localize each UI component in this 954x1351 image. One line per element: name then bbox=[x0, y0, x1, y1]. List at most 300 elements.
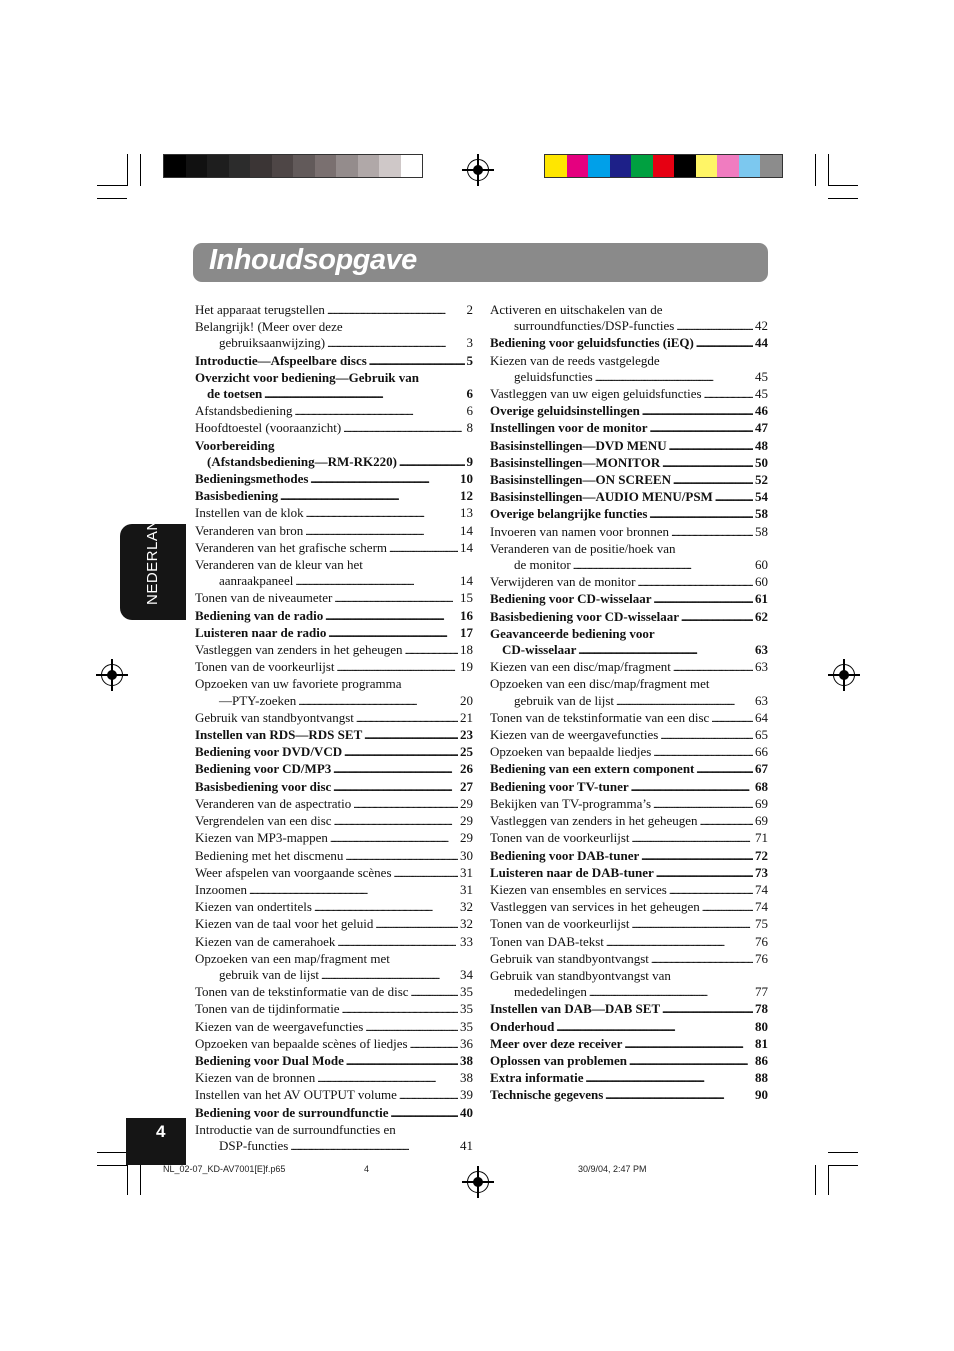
toc-entry-page: 19 bbox=[460, 659, 473, 675]
toc-entry-page: 46 bbox=[755, 403, 768, 419]
toc-entry[interactable] bbox=[195, 608, 473, 625]
toc-entry-page: 47 bbox=[755, 420, 768, 436]
dot-leader bbox=[641, 849, 753, 865]
dot-leader bbox=[656, 866, 753, 882]
toc-entry-page: 62 bbox=[755, 608, 768, 624]
toc-entry-page: 40 bbox=[460, 1104, 473, 1120]
color-swatch bbox=[588, 155, 610, 177]
color-swatch bbox=[229, 155, 251, 177]
toc-entry[interactable] bbox=[195, 710, 473, 727]
toc-entry-title: Bedieningsmethodes bbox=[195, 471, 309, 487]
toc-entry-title: CD-wisselaar bbox=[502, 642, 577, 658]
dot-leader bbox=[696, 336, 753, 352]
toc-entry-title: surroundfuncties/DSP-functies bbox=[514, 318, 675, 334]
toc-entry-page: 66 bbox=[755, 744, 768, 760]
toc-entry[interactable] bbox=[490, 1036, 768, 1053]
footer-date: 30/9/04, 2:47 PM bbox=[578, 1164, 647, 1174]
toc-entry[interactable] bbox=[195, 865, 473, 882]
toc-entry[interactable] bbox=[195, 420, 473, 437]
toc-entry-title: Instellen van de klok bbox=[195, 505, 304, 521]
toc-entry[interactable] bbox=[490, 659, 768, 676]
dot-leader bbox=[343, 421, 464, 437]
toc-entry[interactable] bbox=[490, 353, 768, 386]
toc-entry[interactable] bbox=[490, 506, 768, 523]
toc-entry-title: Veranderen van het grafische scherm bbox=[195, 539, 388, 555]
toc-entry-title-line: Geavanceerde bediening voor bbox=[490, 625, 655, 641]
toc-entry[interactable] bbox=[490, 934, 768, 951]
dot-leader bbox=[280, 489, 458, 505]
dot-leader bbox=[353, 797, 458, 813]
dot-leader bbox=[624, 1037, 753, 1053]
registration-mark-icon bbox=[833, 664, 855, 686]
color-swatch bbox=[315, 155, 337, 177]
toc-entry-title: Tonen van DAB-tekst bbox=[490, 933, 604, 949]
toc-entry-title: Overige geluidsinstellingen bbox=[490, 403, 640, 419]
toc-entry[interactable] bbox=[490, 968, 768, 1001]
toc-entry-title: Luisteren naar de radio bbox=[195, 624, 327, 640]
toc-entry[interactable] bbox=[490, 779, 768, 796]
toc-entry[interactable] bbox=[195, 302, 473, 319]
dot-leader bbox=[681, 610, 753, 626]
toc-entry[interactable] bbox=[490, 489, 768, 506]
toc-entry-title: Gebruik van standbyontvangst bbox=[195, 709, 354, 725]
toc-entry-page: 38 bbox=[460, 1052, 473, 1068]
toc-entry[interactable] bbox=[195, 676, 473, 709]
dot-leader bbox=[342, 1002, 458, 1018]
toc-entry[interactable] bbox=[490, 386, 768, 403]
toc-entry-title-line: Opzoeken van een disc/map/fragment met bbox=[490, 676, 710, 692]
page-number: 4 bbox=[156, 1122, 166, 1141]
toc-entry-page: 69 bbox=[755, 813, 768, 829]
crop-mark bbox=[97, 185, 127, 186]
dot-leader bbox=[333, 780, 458, 796]
toc-entry[interactable] bbox=[490, 951, 768, 968]
toc-entry-title: Opzoeken van bepaalde liedjes bbox=[490, 744, 652, 760]
toc-entry-page: 35 bbox=[460, 984, 473, 1000]
toc-entry[interactable] bbox=[195, 523, 473, 540]
toc-entry-title: Kiezen van ondertitels bbox=[195, 899, 312, 915]
toc-entry-title: gebruiksaanwijzing) bbox=[219, 335, 326, 351]
dot-leader bbox=[696, 762, 753, 778]
toc-entry[interactable] bbox=[490, 574, 768, 591]
toc-entry-page: 32 bbox=[460, 899, 473, 915]
toc-entry[interactable] bbox=[195, 625, 473, 642]
toc-entry-title: Basisinstellingen—DVD MENU bbox=[490, 437, 667, 453]
dot-leader bbox=[327, 336, 464, 352]
toc-entry-page: 90 bbox=[755, 1087, 768, 1103]
toc-entry[interactable] bbox=[195, 590, 473, 607]
toc-entry[interactable] bbox=[490, 591, 768, 608]
footer-filename: NL_02-07_KD-AV7001[E]f.p65 bbox=[163, 1164, 286, 1174]
toc-entry-title: Bediening van de radio bbox=[195, 607, 324, 623]
toc-entry-page: 60 bbox=[755, 574, 768, 590]
toc-entry-title: Introductie—Afspeelbare discs bbox=[195, 352, 367, 368]
dot-leader bbox=[405, 643, 458, 659]
toc-entry-title: Bediening voor DVD/VCD bbox=[195, 744, 343, 760]
toc-entry-title: Veranderen van de aspectratio bbox=[195, 795, 352, 811]
toc-entry-page: 58 bbox=[755, 506, 768, 522]
toc-entry-title: Kiezen van de taal voor het geluid bbox=[195, 916, 374, 932]
toc-entry[interactable] bbox=[490, 744, 768, 761]
toc-entry-title: gebruik van de lijst bbox=[514, 692, 615, 708]
color-swatch bbox=[653, 155, 675, 177]
dot-leader bbox=[702, 900, 753, 916]
grayscale-calibration-bar bbox=[163, 154, 423, 178]
toc-entry[interactable] bbox=[490, 796, 768, 813]
toc-entry-page: 32 bbox=[460, 916, 473, 932]
toc-entry[interactable] bbox=[195, 984, 473, 1001]
toc-entry-title: Basisbediening bbox=[195, 488, 279, 504]
dot-leader bbox=[375, 917, 458, 933]
crop-mark bbox=[828, 198, 858, 199]
toc-entry[interactable] bbox=[490, 899, 768, 916]
dot-leader bbox=[631, 780, 753, 796]
toc-entry-page: 31 bbox=[460, 864, 473, 880]
toc-entry[interactable] bbox=[195, 505, 473, 522]
dot-leader bbox=[595, 370, 753, 386]
dot-leader bbox=[264, 387, 464, 403]
dot-leader bbox=[410, 1037, 458, 1053]
toc-entry[interactable] bbox=[490, 1087, 768, 1104]
toc-entry-page: 33 bbox=[460, 933, 473, 949]
page-title: Inhoudsopgave bbox=[209, 244, 417, 276]
dot-leader bbox=[356, 711, 458, 727]
registration-mark-icon bbox=[101, 664, 123, 686]
toc-entry-title: Invoeren van namen voor bronnen bbox=[490, 523, 670, 539]
toc-entry-title: Bediening voor TV-tuner bbox=[490, 778, 629, 794]
crop-mark bbox=[97, 1152, 127, 1153]
toc-entry-title: Vastleggen van zenders in het geheugen bbox=[490, 813, 698, 829]
toc-entry-page: 39 bbox=[460, 1087, 473, 1103]
dot-leader bbox=[671, 525, 753, 541]
toc-entry-page: 13 bbox=[460, 505, 473, 521]
toc-entry-title: Technische gegevens bbox=[490, 1087, 604, 1103]
toc-entry-title-line: Activeren en uitschakelen van de bbox=[490, 302, 663, 317]
toc-entry-page: 25 bbox=[460, 744, 473, 760]
toc-entry-title: de monitor bbox=[514, 557, 571, 573]
toc-entry-page: 60 bbox=[755, 557, 768, 573]
toc-entry-title: Oplossen van problemen bbox=[490, 1052, 628, 1068]
crop-mark bbox=[828, 185, 858, 186]
toc-entry-page: 61 bbox=[755, 591, 768, 607]
dot-leader bbox=[346, 1054, 458, 1070]
toc-entry-title: Tonen van de voorkeurlijst bbox=[490, 916, 630, 932]
toc-entry-page: 50 bbox=[755, 454, 768, 470]
dot-leader bbox=[334, 591, 458, 607]
toc-entry[interactable] bbox=[195, 882, 473, 899]
dot-leader bbox=[669, 883, 753, 899]
color-swatch bbox=[631, 155, 653, 177]
toc-entry-page: 54 bbox=[755, 489, 768, 505]
crop-mark bbox=[815, 154, 816, 186]
toc-entry-page: 52 bbox=[755, 472, 768, 488]
color-swatch bbox=[739, 155, 761, 177]
registration-mark-icon bbox=[467, 159, 489, 181]
toc-entry-page: 3 bbox=[466, 335, 473, 351]
toc-entry[interactable] bbox=[195, 1070, 473, 1087]
toc-entry-title-line: Gebruik van standbyontvangst van bbox=[490, 967, 671, 983]
toc-entry-title: Bediening voor CD-wisselaar bbox=[490, 591, 652, 607]
toc-entry[interactable] bbox=[195, 1122, 473, 1155]
toc-entry-page: 15 bbox=[460, 590, 473, 606]
dot-leader bbox=[298, 694, 458, 710]
toc-entry-title-line: Veranderen van de positie/hoek van bbox=[490, 540, 676, 556]
toc-entry-title: Kiezen van de camerahoek bbox=[195, 933, 336, 949]
color-calibration-bar bbox=[544, 154, 783, 178]
toc-entry-title: mededelingen bbox=[514, 984, 587, 1000]
toc-entry-title: Basisinstellingen—ON SCREEN bbox=[490, 472, 671, 488]
toc-entry-page: 21 bbox=[460, 709, 473, 725]
color-swatch bbox=[250, 155, 272, 177]
toc-entry[interactable] bbox=[490, 710, 768, 727]
toc-entry-page: 29 bbox=[460, 830, 473, 846]
toc-entry-title: Verwijderen van de monitor bbox=[490, 574, 636, 590]
dot-leader bbox=[673, 660, 753, 676]
toc-entry[interactable] bbox=[490, 420, 768, 437]
dot-leader bbox=[337, 660, 458, 676]
toc-entry-page: 45 bbox=[755, 386, 768, 402]
language-label: NEDERLANDS bbox=[144, 497, 161, 605]
dot-leader bbox=[662, 1002, 753, 1018]
toc-entry-title: Bediening voor geluidsfuncties (iEQ) bbox=[490, 335, 694, 351]
toc-entry[interactable] bbox=[195, 1001, 473, 1018]
toc-entry[interactable] bbox=[195, 830, 473, 847]
dot-leader bbox=[605, 1088, 753, 1104]
toc-entry-page: 16 bbox=[460, 607, 473, 623]
dot-leader bbox=[669, 439, 753, 455]
crop-mark bbox=[97, 198, 127, 199]
toc-entry[interactable] bbox=[195, 319, 473, 352]
toc-entry-page: 31 bbox=[460, 881, 473, 897]
toc-entry-title: Meer over deze receiver bbox=[490, 1035, 623, 1051]
toc-entry[interactable] bbox=[195, 779, 473, 796]
title-banner bbox=[193, 243, 768, 282]
toc-entry-title: gebruik van de lijst bbox=[219, 966, 320, 982]
toc-entry-title: geluidsfuncties bbox=[514, 368, 593, 384]
toc-entry[interactable] bbox=[490, 302, 768, 335]
toc-entry[interactable] bbox=[195, 370, 473, 403]
toc-entry[interactable] bbox=[195, 438, 473, 471]
toc-entry[interactable] bbox=[195, 813, 473, 830]
toc-entry-title: Inzoomen bbox=[195, 881, 247, 897]
toc-entry-title: Basisinstellingen—AUDIO MENU/PSM bbox=[490, 489, 713, 505]
toc-entry-title: de toetsen bbox=[207, 386, 263, 402]
toc-entry[interactable] bbox=[490, 438, 768, 455]
toc-entry[interactable] bbox=[195, 540, 473, 557]
color-swatch bbox=[272, 155, 294, 177]
dot-leader bbox=[334, 814, 458, 830]
toc-entry-page: 81 bbox=[755, 1035, 768, 1051]
toc-entry[interactable] bbox=[195, 659, 473, 676]
toc-entry-title: Bekijken van TV-programma’s bbox=[490, 795, 652, 811]
toc-entry-title: Bediening met het discmenu bbox=[195, 847, 344, 863]
toc-entry[interactable] bbox=[490, 727, 768, 744]
toc-entry[interactable] bbox=[490, 609, 768, 626]
dot-leader bbox=[704, 387, 753, 403]
toc-entry-page: 27 bbox=[460, 778, 473, 794]
crop-mark bbox=[828, 1165, 858, 1166]
toc-entry-page: 74 bbox=[755, 881, 768, 897]
toc-column-right bbox=[490, 302, 768, 1105]
toc-entry-page: 8 bbox=[466, 420, 473, 436]
toc-entry-page: 36 bbox=[460, 1035, 473, 1051]
toc-entry-page: 14 bbox=[460, 522, 473, 538]
toc-entry-title-line: Voorbereiding bbox=[195, 437, 275, 453]
dot-leader bbox=[317, 1071, 458, 1087]
toc-entry[interactable] bbox=[195, 1019, 473, 1036]
toc-entry-page: 63 bbox=[755, 642, 768, 658]
toc-entry-title: Gebruik van standbyontvangst bbox=[490, 950, 649, 966]
toc-entry[interactable] bbox=[195, 403, 473, 420]
color-swatch bbox=[696, 155, 718, 177]
toc-entry[interactable] bbox=[490, 865, 768, 882]
toc-entry-title: Weer afspelen van voorgaande scènes bbox=[195, 864, 392, 880]
dot-leader bbox=[364, 728, 458, 744]
dot-leader bbox=[365, 1020, 458, 1036]
toc-entry[interactable] bbox=[490, 1053, 768, 1070]
toc-entry-title: Basisbediening voor CD-wisselaar bbox=[490, 608, 679, 624]
toc-entry-title-line: Kiezen van de reeds vastgelegde bbox=[490, 352, 660, 368]
toc-entry[interactable] bbox=[490, 1019, 768, 1036]
toc-entry[interactable] bbox=[490, 335, 768, 352]
crop-mark bbox=[815, 1165, 816, 1195]
color-swatch bbox=[186, 155, 208, 177]
toc-entry[interactable] bbox=[490, 1001, 768, 1018]
toc-entry-page: 69 bbox=[755, 795, 768, 811]
toc-entry[interactable] bbox=[195, 848, 473, 865]
toc-entry-page: 9 bbox=[466, 453, 473, 469]
toc-entry-page: 18 bbox=[460, 642, 473, 658]
toc-entry[interactable] bbox=[195, 1087, 473, 1104]
toc-entry[interactable] bbox=[195, 761, 473, 778]
dot-leader bbox=[294, 404, 464, 420]
toc-entry-title: Kiezen van de bronnen bbox=[195, 1070, 316, 1086]
crop-mark bbox=[127, 154, 128, 186]
toc-entry[interactable] bbox=[195, 727, 473, 744]
dot-leader bbox=[632, 831, 753, 847]
toc-entry[interactable] bbox=[490, 1070, 768, 1087]
dot-leader bbox=[411, 985, 458, 1001]
toc-entry[interactable] bbox=[490, 848, 768, 865]
toc-entry[interactable] bbox=[490, 813, 768, 830]
toc-entry-page: 63 bbox=[755, 659, 768, 675]
toc-entry[interactable] bbox=[490, 524, 768, 541]
toc-entry[interactable] bbox=[195, 916, 473, 933]
color-swatch bbox=[717, 155, 739, 177]
crop-mark bbox=[140, 154, 141, 186]
toc-entry[interactable] bbox=[195, 488, 473, 505]
toc-entry-page: 74 bbox=[755, 899, 768, 915]
toc-entry-page: 76 bbox=[755, 950, 768, 966]
dot-leader bbox=[327, 303, 465, 319]
dot-leader bbox=[399, 1088, 458, 1104]
toc-entry[interactable] bbox=[195, 899, 473, 916]
color-swatch bbox=[567, 155, 589, 177]
toc-entry-title-line: Veranderen van de kleur van het bbox=[195, 557, 363, 573]
toc-entry-page: 14 bbox=[460, 539, 473, 555]
toc-entry[interactable] bbox=[195, 744, 473, 761]
toc-entry[interactable] bbox=[195, 353, 473, 370]
toc-entry-title: aanraakpaneel bbox=[219, 573, 294, 589]
color-swatch bbox=[401, 155, 423, 177]
toc-entry[interactable] bbox=[195, 642, 473, 659]
dot-leader bbox=[394, 866, 458, 882]
toc-entry[interactable] bbox=[490, 455, 768, 472]
toc-entry[interactable] bbox=[490, 403, 768, 420]
dot-leader bbox=[325, 609, 458, 625]
toc-entry-title: Tonen van de niveaumeter bbox=[195, 590, 333, 606]
toc-entry-page: 65 bbox=[755, 727, 768, 743]
toc-entry-page: 2 bbox=[466, 302, 473, 317]
crop-mark bbox=[828, 1152, 858, 1153]
toc-entry-page: 12 bbox=[460, 488, 473, 504]
toc-entry[interactable] bbox=[490, 830, 768, 847]
dot-leader bbox=[629, 1054, 753, 1070]
toc-entry[interactable] bbox=[195, 471, 473, 488]
toc-entry-page: 34 bbox=[460, 966, 473, 982]
dot-leader bbox=[653, 745, 753, 761]
toc-entry[interactable] bbox=[490, 761, 768, 778]
toc-entry-title: Vastleggen van services in het geheugen bbox=[490, 899, 700, 915]
dot-leader bbox=[654, 592, 753, 608]
dot-leader bbox=[310, 472, 458, 488]
toc-entry-title: Instellingen voor de monitor bbox=[490, 420, 648, 436]
toc-entry-page: 71 bbox=[755, 830, 768, 846]
toc-entry-page: 14 bbox=[460, 573, 473, 589]
toc-entry-title: Basisinstellingen—MONITOR bbox=[490, 454, 661, 470]
toc-entry-title-line: Introductie van de surroundfuncties en bbox=[195, 1121, 396, 1137]
dot-leader bbox=[660, 728, 753, 744]
toc-entry[interactable] bbox=[490, 676, 768, 709]
toc-entry[interactable] bbox=[490, 916, 768, 933]
toc-entry-title: Vergrendelen van een disc bbox=[195, 813, 332, 829]
toc-entry-title-line: Belangrijk! (Meer over deze bbox=[195, 319, 343, 335]
toc-entry[interactable] bbox=[195, 951, 473, 984]
toc-entry-title: (Afstandsbediening—RM-RK220) bbox=[207, 453, 397, 469]
toc-entry[interactable] bbox=[195, 1036, 473, 1053]
toc-entry-title: Kiezen van ensembles en services bbox=[490, 881, 667, 897]
toc-entry[interactable] bbox=[195, 1105, 473, 1122]
dot-leader bbox=[369, 354, 465, 370]
dot-leader bbox=[632, 917, 753, 933]
dot-leader bbox=[337, 935, 458, 951]
toc-entry-title: Bediening voor Dual Mode bbox=[195, 1052, 344, 1068]
dot-leader bbox=[333, 762, 458, 778]
toc-entry-title: Bediening voor de surroundfunctie bbox=[195, 1104, 389, 1120]
toc-entry[interactable] bbox=[490, 626, 768, 659]
toc-entry[interactable] bbox=[490, 882, 768, 899]
toc-entry[interactable] bbox=[195, 1053, 473, 1070]
dot-leader bbox=[653, 797, 753, 813]
toc-entry-page: 67 bbox=[755, 761, 768, 777]
dot-leader bbox=[637, 575, 753, 591]
dot-leader bbox=[586, 1071, 753, 1087]
toc-entry-title: Tonen van de voorkeurlijst bbox=[490, 830, 630, 846]
toc-entry[interactable] bbox=[195, 557, 473, 590]
toc-entry-title-line: Overzicht voor bediening—Gebruik van bbox=[195, 369, 420, 385]
dot-leader bbox=[305, 524, 458, 540]
dot-leader bbox=[676, 319, 753, 335]
toc-entry[interactable] bbox=[195, 796, 473, 813]
dot-leader bbox=[650, 421, 753, 437]
toc-entry[interactable] bbox=[195, 934, 473, 951]
toc-entry-page: 5 bbox=[466, 352, 473, 368]
toc-entry[interactable] bbox=[490, 541, 768, 574]
dot-leader bbox=[606, 935, 753, 951]
toc-entry[interactable] bbox=[490, 472, 768, 489]
dot-leader bbox=[573, 558, 753, 574]
dot-leader bbox=[344, 745, 458, 761]
